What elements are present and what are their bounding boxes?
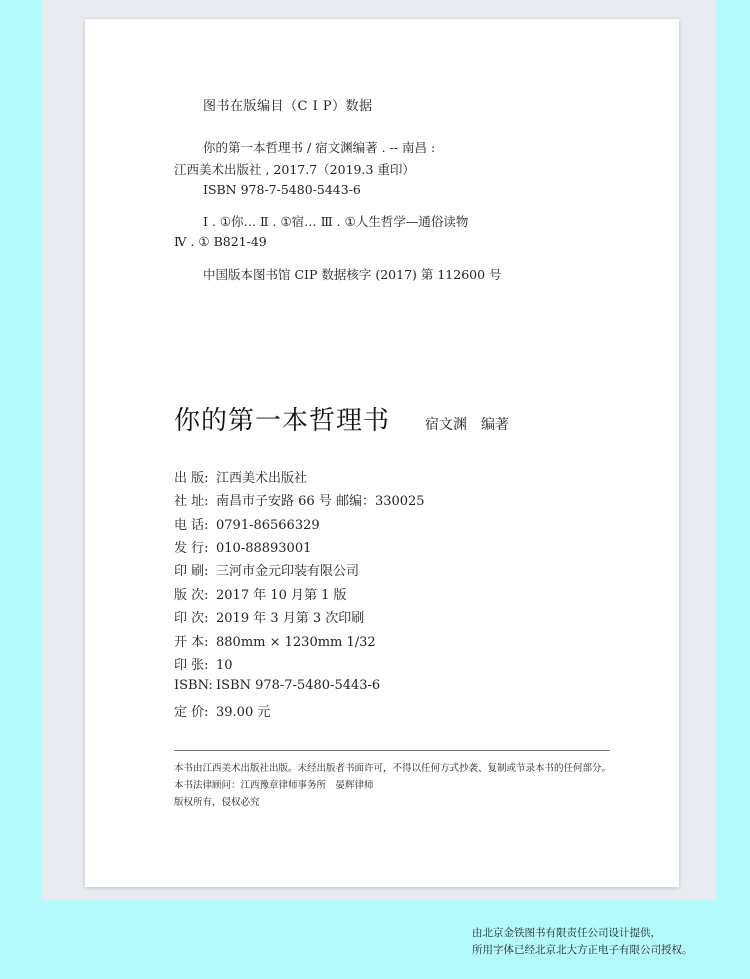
info-row-address xyxy=(174,490,425,509)
info-row-format xyxy=(174,631,376,650)
info-value: 2017 年 10 月第 1 版 xyxy=(216,588,347,603)
info-label: 电 话: xyxy=(174,518,209,533)
info-row-publisher xyxy=(174,467,307,486)
info-label: 出 版: xyxy=(174,471,209,486)
rights-note: 本书由江西美术出版社出版。未经出版者书面许可，不得以任何方式抄袭、复制或节录本书的任何部分。 xyxy=(174,763,612,774)
info-row-sheets xyxy=(174,654,233,673)
cip-line-record-number: 中国版本图书馆 CIP 数据核字 (2017) 第 112600 号 xyxy=(203,267,502,282)
cip-heading: 图书在版编目（C I P）数据 xyxy=(203,99,373,114)
info-label: 版 次: xyxy=(174,588,209,603)
info-value: 三河市金元印装有限公司 xyxy=(216,564,360,579)
info-row-isbn xyxy=(174,678,380,693)
info-label: 印 张: xyxy=(174,658,209,673)
info-row-printing xyxy=(174,607,364,626)
cip-line-publisher: 江西美术出版社 , 2017.7（2019.3 重印） xyxy=(174,162,415,177)
info-value: 880mm × 1230mm 1/32 xyxy=(216,635,376,650)
info-value: 0791-86566329 xyxy=(216,518,320,533)
info-row-price xyxy=(174,701,270,720)
info-value: 010-88893001 xyxy=(216,541,312,556)
info-value: ISBN 978-7-5480-5443-6 xyxy=(216,678,381,693)
info-value: 江西美术出版社 xyxy=(216,471,308,486)
info-label: ISBN: xyxy=(174,678,213,693)
legal-counsel-note: 本书法律顾问：江西豫章律师事务所 晏辉律师 xyxy=(174,780,374,791)
info-row-printer xyxy=(174,560,359,579)
info-value: 39.00 元 xyxy=(216,705,271,720)
info-value: 2019 年 3 月第 3 次印刷 xyxy=(216,611,365,626)
book-author: 宿文渊 编著 xyxy=(425,417,509,433)
info-label: 定 价: xyxy=(174,705,209,720)
info-value: 10 xyxy=(216,658,233,673)
divider xyxy=(174,750,610,751)
info-label: 发 行: xyxy=(174,541,209,556)
info-label: 开 本: xyxy=(174,635,209,650)
info-row-edition xyxy=(174,584,347,603)
info-row-phone xyxy=(174,514,320,533)
copyright-note: 版权所有，侵权必究 xyxy=(174,797,260,808)
cip-line-classification: Ⅰ . ①你… Ⅱ . ①宿… Ⅲ . ①人生哲学—通俗读物 xyxy=(203,214,469,229)
info-row-distribution xyxy=(174,537,311,556)
cip-line-class-number: Ⅳ . ① B821-49 xyxy=(174,234,267,249)
info-label: 印 次: xyxy=(174,611,209,626)
cip-line-isbn: ISBN 978-7-5480-5443-6 xyxy=(203,182,361,197)
info-label: 社 址: xyxy=(174,494,209,509)
font-license-credit: 所用字体已经北京北大方正电子有限公司授权。 xyxy=(472,944,693,956)
cip-line-title: 你的第一本哲理书 / 宿文渊编著 . -- 南昌 : xyxy=(203,140,436,155)
info-label: 印 刷: xyxy=(174,564,209,579)
design-credit: 由北京金铁图书有限责任公司设计提供， xyxy=(472,927,661,939)
book-title: 你的第一本哲理书 xyxy=(174,406,391,436)
info-value: 南昌市子安路 66 号 邮编：330025 xyxy=(216,494,425,509)
